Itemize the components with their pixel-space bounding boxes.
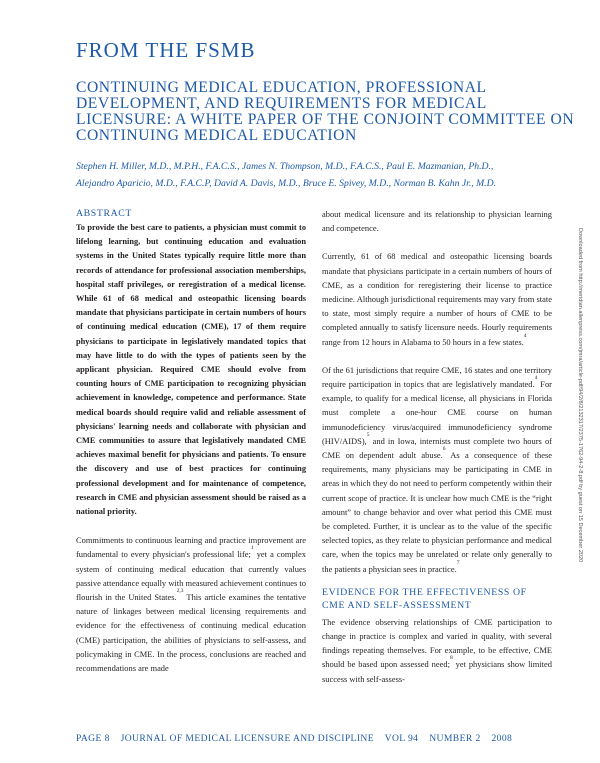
section-heading: EVIDENCE FOR THE EFFECTIVENESS OF CME AND SELF-ASSESSMENT	[322, 586, 527, 612]
reference-marker: 1	[250, 545, 254, 552]
text-run: For example, to qualify for a medical license, all physicians in Florida must complete a one-hour CME course on human immunodeficiency virus/acquired immunodeficiency syndrome (HIV/AIDS),	[322, 379, 552, 446]
page-footer	[76, 733, 520, 744]
body-paragraph	[322, 249, 552, 348]
reference-marker: 6	[442, 446, 446, 453]
footer-year: 2008	[491, 733, 513, 744]
reference-marker: 4	[523, 332, 527, 339]
text-run: The evidence observing relationships of CME participation to change in practice is complex and varied in quality, with several findings repeating themselves. For example, to be effective, CME should be based upon assessed need;	[322, 616, 552, 670]
footer-volume: VOL 94	[384, 733, 419, 744]
body-paragraph	[322, 615, 552, 686]
reference-marker: 5	[366, 431, 370, 438]
text-run: Of the 61 jurisdictions that require CME, 16 states and one territory require participation in topics that are legislatively mandated.	[322, 364, 552, 390]
text-run: Currently, 61 of 68 medical and osteopathic licensing boards mandate that physicians participate in a certain numbers of hours of CME, as a condition for reregistering their license to practice medicine. Although jurisdictional requirements may vary from state to state, most simply require a number of hours of CME to be completed annually to satisfy licensure needs. Hourly requirements range from 12 hours in Alabama to 50 hours in a few states.	[322, 251, 552, 347]
text-run: As a consequence of these requirements, many physicians may be participating in CME in areas in which they do not need to perform competently within their current scope of practice. It is unclear how much CME is the “right amount” to change behavior and over what period this CME must be completed. Further, it is unclear as to the value of the specific selected topics, as they relate to physician performance and medical care, when the topics may be unrelated or relate only generally to the patients a physician sees in practice.	[322, 450, 552, 574]
text-run: and in Iowa, internists must complete two hours of CME on dependent adult abuse.	[322, 435, 552, 461]
abstract-heading: ABSTRACT	[76, 208, 132, 219]
text-run: yet a complex system of continuing medical education that currently values passive attendance equally with measured achievement continues to flourish in the United States.	[76, 549, 306, 603]
footer-page: PAGE 8	[76, 733, 110, 744]
right-column	[322, 207, 552, 686]
reference-marker: 8	[449, 655, 453, 662]
text-run: yet physicians show limited success with self-assess-	[322, 659, 552, 684]
body-paragraph	[76, 533, 306, 675]
abstract-text: To provide the best care to patients, a physician must commit to lifelong learning, but continuing education and evaluation systems in the United States typically require little more than records of attendance for professional association memberships, hospital staff privileges, or reregistration of a medical license. While 61 of 68 medical and osteopathic licensing boards mandate that physicians participate in certain numbers of hours of continuing medical education (CME), 17 of them require physicians to participate in legislatively mandated topics that may have little to do with the types of patients seen by the applicant physician. Required CME should evolve from counting hours of CME participation to recognizing physician achievement in knowledge, competence and performance. State medical boards should require valid and reliable assessment of physicians' learning needs and collaborate with physician and CME communities to assure that legislatively mandated CME achieves maximal benefit for physicians and patients. To ensure the discovery and use of best practices for continuing professional development and for maintenance of competence, research in CME and physician assessment should be raised as a national priority.	[76, 223, 306, 517]
article-title: CONTINUING MEDICAL EDUCATION, PROFESSIONAL DEVELOPMENT, AND REQUIREMENTS FOR MEDICAL LICENSURE: A WHITE PAPER OF THE CONJOINT COMMITTEE ON CONTINUING MEDICAL EDUCATION	[76, 79, 575, 144]
text-run: Commitments to continuous learning and practice improvement are fundamental to every physician's professional life;	[76, 535, 306, 560]
reference-marker: 4	[534, 375, 538, 382]
text-run: This article examines the tentative nature of linkages between medical licensing requirements and evidence for the effectiveness of continuing medical education (CME) participation, the abilities of physicians to self-assess, and policymaking in CME. In the process, conclusions are reached and recommendations are made	[76, 592, 306, 674]
footer-number: NUMBER 2	[429, 733, 481, 744]
authors	[76, 159, 576, 192]
body-paragraph	[322, 363, 552, 576]
reference-marker: 2,3	[176, 588, 184, 595]
reference-marker: 7	[456, 559, 460, 566]
body-paragraph: about medical licensure and its relationship to physician learning and competence.	[322, 209, 552, 234]
authors-line-1: Stephen H. Miller, M.D., M.P.H., F.A.C.S., James N. Thompson, M.D., F.A.C.S., Paul E. Mazmanian, Ph.D.,	[76, 161, 494, 172]
footer-journal: JOURNAL OF MEDICAL LICENSURE AND DISCIPLINE	[120, 733, 374, 744]
download-side-note: Downloaded from http://meridian.allenpress.com/jmra/article-pdf/94/2/8/2132317/2375-1762-94-2-8.pdf by guest on 15 December 2020	[577, 228, 583, 563]
section-label: FROM THE FSMB	[76, 38, 256, 62]
left-column	[76, 207, 306, 675]
authors-line-2: Alejandro Aparicio, M.D., F.A.C.P, David A. Davis, M.D., Bruce E. Spivey, M.D., Norman B. Kahn Jr., M.D.	[76, 177, 497, 189]
